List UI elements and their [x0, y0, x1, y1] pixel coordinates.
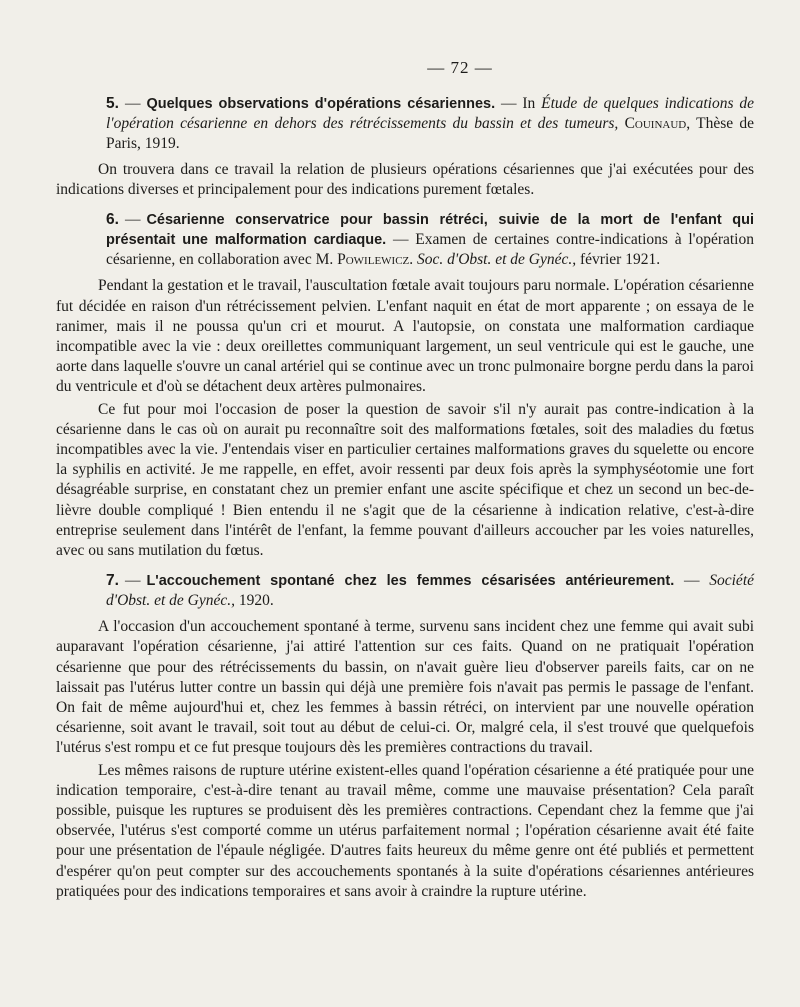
entry-number: 6.	[106, 211, 119, 229]
page-number: — 72 —	[427, 58, 493, 77]
entry-dash: —	[124, 211, 141, 229]
entry-dash: —	[124, 572, 141, 590]
paragraph: Pendant la gestation et le travail, l'auscultation fœtale avait toujours paru normale. L'opération césarienne fut décidée en raison d'un rétrécissement pelvien. L'enfant naquit en état de mort apparente ; on essaya de le ranimer, mais il ne poussa qu'un cri et mourut. A l'autopsie, on constata une malformation cardiaque incompatible avec la vie : deux oreillettes communiquant largement, un seul ventricule qui est le gauche, une aorte dans laquelle s'ouvre un canal artériel qui se continue avec un tronc pulmonaire borgne perdu dans la paroi du ventricule et d'où se détachent deux artères pulmonaires.	[56, 277, 754, 396]
paragraph: Ce fut pour moi l'occasion de poser la question de savoir s'il n'y aurait pas contre-indication à la césarienne dans le cas où on aurait pu reconnaître soit des malformations fœtales, soit des maladies du fœtus incompatibles avec la vie. J'entendais viser en particulier certaines malformations graves du squelette ou encore la syphilis en activité. Je me rappelle, en effet, avoir ressenti par deux fois après la symphyséotomie une fort désagréable surprise, en constatant chez un premier enfant une ascite spécifique et chez un second un bec-de-lièvre double compliqué ! Bien entendu il ne s'agit que de la césarienne à indication relative, c'est-à-dire entreprise seulement dans l'intérêt de l'enfant, la femme pouvant d'ailleurs accoucher par les voies naturelles, avec ou sans mutilation du fœtus.	[56, 400, 754, 560]
paragraph: Les mêmes raisons de rupture utérine existent-elles quand l'opération césarienne a été pratiquée pour une indication temporaire, c'est-à-dire tenant au travail même, comme une mauvaise présentation? Cela paraît possible, puisque les ruptures se produisent dès les premières contractions. Cependant chez la femme que j'ai observée, l'utérus s'est comporté comme un utérus parfaitement normal ; l'opération césarienne avait été faite pour une présentation de l'épaule négligée. D'autres faits heureux du même genre ont été publiés et permettent d'espérer qu'on peut compter sur des accouchements spontanés à la suite d'opérations césariennes antérieures pratiquées pour des indications temporaires et sans avoir à craindre la rupture utérine.	[56, 761, 754, 900]
entry-number: 5.	[106, 95, 119, 112]
entry-ref-italic: Soc. d'Obst. et de Gynéc.,	[417, 251, 577, 269]
entry-title: Césarienne conservatrice pour bassin rétréci, suivie de la mort de l'enfant qui présentait une malformation cardiaque.	[106, 212, 754, 249]
entry-title: Quelques observations d'opérations césariennes.	[146, 96, 496, 112]
entry-ref-lead: — In	[500, 95, 536, 112]
entry-body	[56, 276, 754, 561]
entry-dash: —	[124, 95, 141, 112]
entry-ref-lead: — Examen de certaines contre-indications à l'opération césarienne, en collaboration avec M.	[106, 231, 754, 269]
entry-title: L'accouchement spontané chez les femmes césarisées antérieurement.	[146, 573, 675, 590]
entry-heading	[106, 210, 754, 270]
entry-6	[56, 210, 754, 561]
entry-ref-mid: .	[409, 251, 414, 269]
entry-author: Couinaud	[624, 115, 687, 132]
entry-5	[56, 94, 755, 200]
entry-ref-italic: Étude de quelques indications de l'opération césarienne en dehors des rétrécissements du bassin et des tumeurs,	[106, 95, 755, 132]
entry-ref-italic: Société d'Obst. et de Gynéc.,	[106, 572, 755, 610]
entry-number: 7.	[106, 572, 119, 590]
entry-body	[56, 160, 754, 200]
entry-ref-lead: —	[684, 572, 700, 590]
paragraph: A l'occasion d'un accouchement spontané à terme, survenu sans incident chez une femme qui avait subi auparavant l'opération césarienne, j'ai attiré l'attention sur ces faits. Quand on ne pratiquait l'opération césarienne que pour des rétrécissements du bassin, on n'avait guère lieu d'observer pareils faits, car on ne laissait pas l'utérus lutter contre un bassin qui déjà une première fois n'avait pas permis le passage de l'enfant. On fait de même aujourd'hui et, chez les femmes à bassin rétréci, on intervient par une nouvelle opération césarienne, soit avant le travail, soit tout au début de celui-ci. Or, malgré cela, il s'est trouvé que quelquefois l'utérus s'est rompu et ce fut presque toujours dès les premières contractions du travail.	[56, 618, 754, 757]
paragraph: On trouvera dans ce travail la relation de plusieurs opérations césariennes que j'ai exécutées pour des indications diverses et principalement pour des indications purement fœtales.	[56, 161, 754, 199]
entry-author: Powilewicz	[337, 251, 410, 269]
entry-ref-tail: , Thèse de Paris, 1919.	[106, 115, 755, 152]
entry-heading	[106, 94, 754, 154]
entry-ref-tail: février 1921.	[580, 251, 661, 269]
entry-body	[56, 617, 754, 902]
entry-7	[56, 571, 755, 902]
entry-ref-tail: 1920.	[238, 592, 274, 610]
entry-heading	[106, 571, 754, 611]
